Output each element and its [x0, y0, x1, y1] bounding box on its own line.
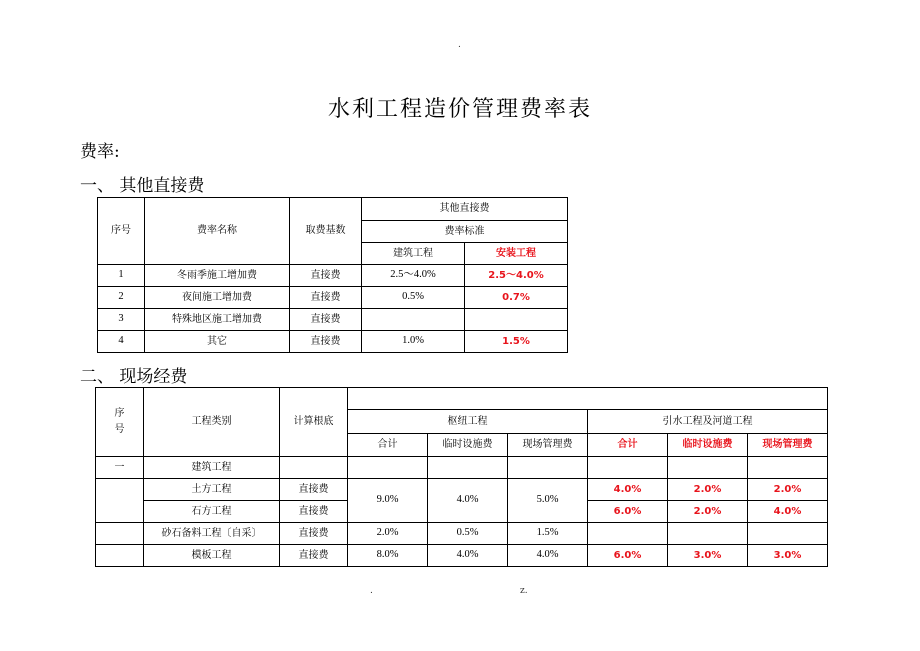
header-hub-total: 合计: [348, 434, 428, 457]
row-building-rate: [362, 309, 465, 331]
header-hub-temp: 临时设施费: [428, 434, 508, 457]
row-basis: 直接费: [280, 523, 348, 545]
row-name: 土方工程: [144, 479, 280, 501]
row-basis: 直接费: [280, 545, 348, 567]
hub-site-rate: 5.0%: [508, 479, 588, 523]
row-name: 砂石备料工程〔自采〕: [144, 523, 280, 545]
hub-temp-rate: 4.0%: [428, 479, 508, 523]
fee-rate-label: 费率:: [80, 142, 120, 162]
empty-cell: [588, 457, 668, 479]
row-name: 特殊地区施工增加费: [145, 309, 290, 331]
row-seq: 4: [98, 331, 145, 353]
canal-temp-rate: 2.0%: [668, 501, 748, 523]
row-base: 直接费: [290, 331, 362, 353]
header-hub-project: 枢纽工程: [348, 410, 588, 434]
empty-cell: [428, 457, 508, 479]
canal-temp-rate: 2.0%: [668, 479, 748, 501]
hub-total-rate: 2.0%: [348, 523, 428, 545]
table-row: [96, 479, 828, 501]
row-install-rate: 2.5～4.0%: [465, 265, 568, 287]
empty-cell: [668, 457, 748, 479]
header-blank: [348, 388, 828, 410]
category-seq: 一: [96, 457, 144, 479]
row-name: 模板工程: [144, 545, 280, 567]
row-name: 冬雨季施工增加费: [145, 265, 290, 287]
other-direct-cost-table: [97, 197, 568, 353]
category-name: 建筑工程: [144, 457, 280, 479]
empty-cell: [280, 457, 348, 479]
table-row: [98, 287, 568, 309]
canal-total-rate: 6.0%: [588, 501, 668, 523]
row-seq: 1: [98, 265, 145, 287]
page-title: 水利工程造价管理费率表: [327, 97, 592, 122]
row-seq: 3: [98, 309, 145, 331]
header-rate-standard: 费率标准: [362, 221, 568, 243]
canal-site-rate: 3.0%: [748, 545, 828, 567]
canal-total-rate: 4.0%: [588, 479, 668, 501]
section2-heading: 二、 现场经费: [80, 367, 188, 387]
header-seq: [96, 388, 144, 457]
row-name: 夜间施工增加费: [145, 287, 290, 309]
row-install-rate: 0.7%: [465, 287, 568, 309]
header-other-direct: 其他直接费: [362, 198, 568, 221]
hub-site-rate: 4.0%: [508, 545, 588, 567]
table-row: [98, 309, 568, 331]
footer-right-mark: z.: [520, 586, 528, 596]
header-canal-site: 现场管理费: [748, 434, 828, 457]
empty-cell: [748, 457, 828, 479]
canal-temp-rate: 3.0%: [668, 545, 748, 567]
empty-cell: [96, 479, 144, 523]
header-canal-total: 合计: [588, 434, 668, 457]
row-building-rate: 1.0%: [362, 331, 465, 353]
canal-site-rate: 2.0%: [748, 479, 828, 501]
hub-site-rate: 1.5%: [508, 523, 588, 545]
empty-cell: [668, 523, 748, 545]
row-name: 石方工程: [144, 501, 280, 523]
row-basis: 直接费: [280, 501, 348, 523]
row-building-rate: 2.5～4.0%: [362, 265, 465, 287]
row-install-rate: [465, 309, 568, 331]
header-building: 建筑工程: [362, 243, 465, 265]
empty-cell: [96, 523, 144, 545]
table-row: [98, 331, 568, 353]
row-building-rate: 0.5%: [362, 287, 465, 309]
hub-total-rate: 8.0%: [348, 545, 428, 567]
row-seq: 2: [98, 287, 145, 309]
row-install-rate: 1.5%: [465, 331, 568, 353]
header-hub-site: 现场管理费: [508, 434, 588, 457]
row-name: 其它: [145, 331, 290, 353]
header-seq: 序号: [98, 198, 145, 265]
empty-cell: [348, 457, 428, 479]
hub-temp-rate: 0.5%: [428, 523, 508, 545]
footer-left-dot: .: [370, 586, 373, 596]
header-project-type: 工程类别: [144, 388, 280, 457]
header-seq-text: 序号: [114, 408, 125, 435]
header-base: 取费基数: [290, 198, 362, 265]
row-base: 直接费: [290, 265, 362, 287]
hub-temp-rate: 4.0%: [428, 545, 508, 567]
empty-cell: [508, 457, 588, 479]
table-row: [96, 523, 828, 545]
header-fee-name: 费率名称: [145, 198, 290, 265]
table-row: [96, 457, 828, 479]
hub-total-rate: 9.0%: [348, 479, 428, 523]
empty-cell: [96, 545, 144, 567]
row-base: 直接费: [290, 287, 362, 309]
header-canal-project: 引水工程及河道工程: [588, 410, 828, 434]
row-basis: 直接费: [280, 479, 348, 501]
empty-cell: [748, 523, 828, 545]
empty-cell: [588, 523, 668, 545]
header-dot: .: [458, 40, 461, 50]
header-canal-temp: 临时设施费: [668, 434, 748, 457]
site-expense-table: [95, 387, 828, 567]
canal-total-rate: 6.0%: [588, 545, 668, 567]
header-install: 安装工程: [465, 243, 568, 265]
section1-heading: 一、 其他直接费: [80, 176, 205, 196]
table-row: [98, 265, 568, 287]
header-calc-basis: 计算根底: [280, 388, 348, 457]
canal-site-rate: 4.0%: [748, 501, 828, 523]
row-base: 直接费: [290, 309, 362, 331]
table-row: [96, 545, 828, 567]
